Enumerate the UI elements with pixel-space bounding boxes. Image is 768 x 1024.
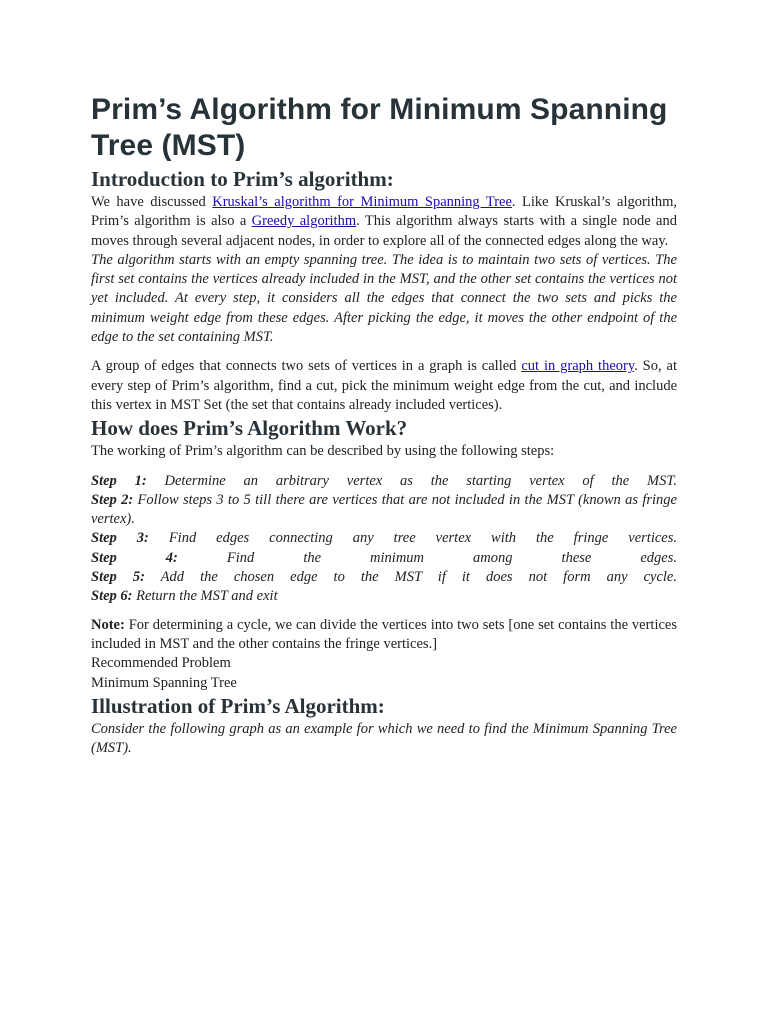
note-label: Note: <box>91 616 125 633</box>
spacer <box>91 347 677 357</box>
greedy-algorithm-link[interactable]: Greedy algorithm <box>251 213 357 230</box>
how-heading: How does Prim’s Algorithm Work? <box>91 416 408 441</box>
step-5 <box>91 568 677 587</box>
step-label: Step 2: <box>91 491 134 508</box>
spacer <box>91 607 677 616</box>
how-lead: The working of Prim’s algorithm can be described by using the following steps: <box>91 443 555 460</box>
recommended-problem-item[interactable]: Minimum Spanning Tree <box>91 674 237 691</box>
step-text: Determine an arbitrary vertex as the starting vertex of the MST. <box>146 472 677 489</box>
intro-text-b: . Like Kruskal’s algorithm, Prim’s algorithm is also a <box>91 194 678 230</box>
intro-paragraph-3 <box>91 357 677 415</box>
kruskal-link[interactable]: Kruskal’s algorithm for Minimum Spanning Tree <box>212 194 512 210</box>
article <box>91 92 677 758</box>
step-label: Step 6: <box>91 588 133 605</box>
step-text: Add the chosen edge to the MST if it does not form any cycle. <box>144 569 677 586</box>
step-text: Return the MST and exit <box>132 588 278 605</box>
spacer <box>91 462 677 472</box>
intro-paragraph-1 <box>91 193 677 251</box>
step-text: Find the minimum among these edges. <box>177 549 677 566</box>
intro-paragraph-2: The algorithm starts with an empty spanning tree. The idea is to maintain two sets of vertices. The first set contains the vertices already included in the MST, and the other set contains the vertices not yet included. At every step, it considers all the edges that connect the two sets and picks the minimum weight edge from these edges. After picking the edge, it moves the other endpoint of the edge to the set containing MST. <box>91 251 677 346</box>
step-label: Step 1: <box>91 472 147 489</box>
step-text: Follow steps 3 to 5 till there are vertices that are not included in the MST (known as fringe vertex). <box>91 491 677 528</box>
recommended-problem-label: Recommended Problem <box>91 655 231 672</box>
step-text: Find edges connecting any tree vertex with the fringe vertices. <box>148 530 677 547</box>
step-2 <box>91 491 677 530</box>
cut-text-a: A group of edges that connects two sets of vertices in a graph is called <box>91 358 522 375</box>
step-label: Step 3: <box>91 530 149 547</box>
note-text: For determining a cycle, we can divide the vertices into two sets [one set contains the vertices included in MST and the other contains the fringe vertices.] <box>91 616 677 652</box>
illustration-heading: Illustration of Prim’s Algorithm: <box>91 693 385 718</box>
step-3 <box>91 529 677 548</box>
step-4 <box>91 549 677 568</box>
cut-in-graph-theory-link[interactable]: cut in graph theory <box>521 358 635 375</box>
page-title: Prim’s Algorithm for Minimum Spanning Tree (MST) <box>91 93 668 162</box>
intro-heading: Introduction to Prim’s algorithm: <box>91 167 394 191</box>
intro-text-c: . This algorithm always starts with a single node and moves through several adjacent nodes, in order to explore all of the connected edges along the way. <box>91 213 677 249</box>
illustration-text: Consider the following graph as an example for which we need to find the Minimum Spanning Tree (MST). <box>91 720 677 757</box>
step-label: Step 5: <box>91 569 145 586</box>
step-label: Step 4: <box>91 549 178 566</box>
intro-text-a: We have discussed <box>91 194 213 210</box>
step-6 <box>91 587 677 606</box>
note-paragraph <box>91 616 677 655</box>
cut-text-b: . So, at every step of Prim’s algorithm, find a cut, pick the minimum weight edge from the cut, and include this vertex in MST Set (the set that contains already included vertices). <box>91 358 677 413</box>
step-1 <box>91 472 677 491</box>
steps-list <box>91 472 677 607</box>
